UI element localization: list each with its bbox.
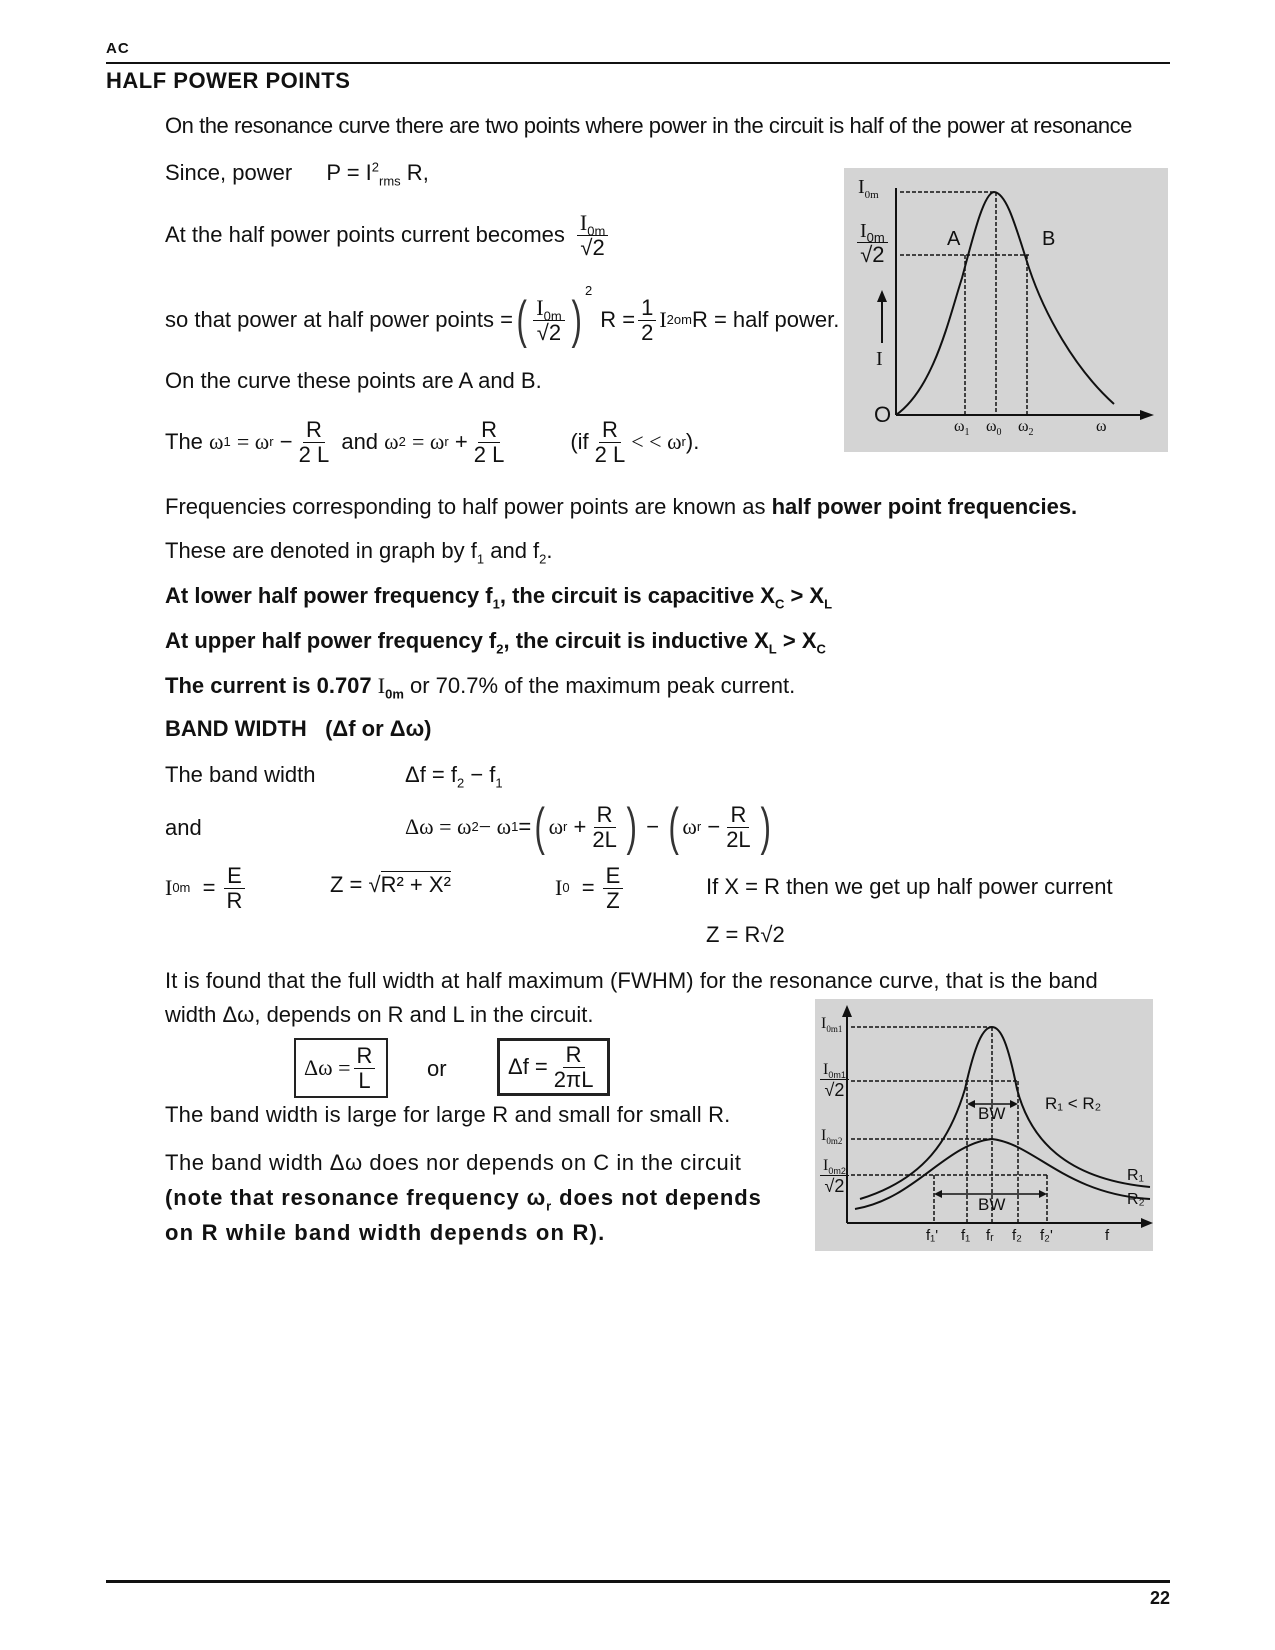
point-b-label: B bbox=[1042, 228, 1056, 250]
origin-label: O bbox=[874, 402, 892, 427]
half-power-current-line: At the half power points current becomes $\frac{I_{0m}}{√2}$ bbox=[165, 205, 611, 265]
resistance-relation-label: R₁ < R₂ bbox=[1045, 1094, 1102, 1113]
y-label-i0m2: $I_{0m2}$ bbox=[821, 1127, 843, 1147]
i0-equation: I 0 = $\frac{E}{Z}$ bbox=[555, 858, 626, 918]
impedance-equation: Z = √R² + X² bbox=[330, 872, 451, 897]
x-tick-f2-prime: f₂' bbox=[1040, 1227, 1053, 1244]
y-label-i0m: $I_{0m}$ bbox=[858, 176, 879, 201]
bandwidth-domega-equation: Δω = ω 2 − ω 1 = ( ω r + $\frac{R}{2L}$ ) − ( ω r − $\frac{R}{2L}$ ) bbox=[405, 798, 771, 856]
bandwidth-heading: BAND WIDTH (Δf or Δω) bbox=[165, 716, 432, 741]
page-title: HALF POWER POINTS bbox=[106, 68, 351, 93]
half-power-condition-note: If X = R then we get up half power current bbox=[706, 874, 1113, 899]
legend-r2: R₂ bbox=[1127, 1191, 1145, 1208]
x-axis-label: ω bbox=[1096, 418, 1107, 435]
boxed-df-formula: Δf = $\frac{R}{2\pi L}$ bbox=[497, 1038, 610, 1096]
and-label: and bbox=[165, 815, 202, 840]
omega-equations-line: The ω 1 = ω r − $\frac{R}{2 L}$ and ω 2 = ω r + $\frac{R}{2 L}$ (if $\frac{R}{2 L}$ < < ω r ). bbox=[165, 416, 700, 467]
header-rule bbox=[106, 62, 1170, 64]
y-label-i0m1-root2: $\frac{I_{0m1}}{√2}$ bbox=[820, 1061, 849, 1100]
resonance-curve-chart bbox=[844, 168, 1168, 452]
x-tick-omega0: $\omega_0$ bbox=[986, 418, 1002, 439]
lower-half-power-statement: At lower half power frequency $f_1$, the circuit is capacitive $X_C > X_L$ bbox=[165, 583, 833, 612]
resonance-note-line2: on R while band width depends on R). bbox=[165, 1220, 606, 1245]
half-power-frequencies-definition: Frequencies corresponding to half power points are known as half power point frequencies. bbox=[165, 494, 1078, 519]
bandwidth-r-dependence: The band width is large for large R and small for small R. bbox=[165, 1102, 731, 1127]
y-label-i0m1: $I_{0m1}$ bbox=[821, 1015, 843, 1035]
bandwidth-label: The band width bbox=[165, 762, 316, 787]
bw-label-r2: BW bbox=[978, 1195, 1006, 1214]
section-label: AC bbox=[106, 40, 130, 57]
x-tick-f1-prime: f₁' bbox=[926, 1227, 939, 1244]
half-power-equation-line: so that power at half power points = ( $\frac{I_{0m}}{√2}$ ) 2 R = $\frac{1}{2}$ I 2 om R = half power. bbox=[165, 283, 840, 349]
x-tick-f2: f₂ bbox=[1012, 1227, 1022, 1244]
y-label-i0m-root2: $\frac{I_{0m}}{√2}$ bbox=[857, 220, 888, 267]
boxed-domega-formula: Δω = $\frac{R}{L}$ bbox=[294, 1038, 388, 1096]
fraction-i0m-over-root2: $\frac{I_{0m}}{√2}$ bbox=[577, 211, 608, 260]
resonance-note-line1: (note that resonance frequency $\omega_r$ does not depends bbox=[165, 1185, 762, 1214]
x-tick-omega1: $\omega_1$ bbox=[954, 418, 970, 439]
x-tick-fr: fᵣ bbox=[986, 1227, 994, 1244]
upper-half-power-statement: At upper half power frequency $f_2$, the circuit is inductive $X_L > X_C$ bbox=[165, 628, 826, 657]
intro-paragraph: On the resonance curve there are two points where power in the circuit is half of the power at resonance bbox=[165, 113, 1132, 138]
or-label: or bbox=[427, 1056, 447, 1081]
x-tick-omega2: $\omega_2$ bbox=[1018, 418, 1034, 439]
resonance-curve-svg bbox=[844, 168, 1168, 452]
current-ratio-statement: The current is 0.707 $I_{0m}$ or 70.7% of the maximum peak current. bbox=[165, 673, 796, 702]
y-label-i0m2-root2: $\frac{I_{0m2}}{√2}$ bbox=[820, 1157, 849, 1196]
bandwidth-df-equation: $\Delta f = f_2 - f_1$ bbox=[405, 762, 503, 791]
fwhm-paragraph-line1: It is found that the full width at half maximum (FWHM) for the resonance curve, that is the band bbox=[165, 968, 1098, 993]
fwhm-paragraph-line2: width Δω, depends on R and L in the circuit. bbox=[165, 1002, 594, 1027]
graph-denotation-line: These are denoted in graph by $f_1$ and $f_2$. bbox=[165, 538, 553, 567]
bandwidth-comparison-chart bbox=[815, 999, 1153, 1251]
x-tick-f1: f₁ bbox=[961, 1227, 971, 1244]
power-label: Since, power bbox=[165, 160, 293, 185]
point-a-label: A bbox=[947, 228, 961, 250]
page-number: 22 bbox=[1149, 1588, 1170, 1608]
power-equation-line: Since, power $P = I^2_{rms}$ R, bbox=[165, 159, 429, 189]
legend-r1: R₁ bbox=[1127, 1167, 1144, 1184]
bw-label-r1: BW bbox=[978, 1104, 1006, 1123]
bandwidth-c-independence: The band width Δω does nor depends on C in the circuit bbox=[165, 1150, 742, 1175]
z-r-root2-equation: Z = R√2 bbox=[706, 922, 785, 947]
footer-rule bbox=[106, 1580, 1170, 1583]
curve-points-line: On the curve these points are A and B. bbox=[165, 368, 542, 393]
i0m-equation: I 0m = $\frac{E}{R}$ bbox=[165, 858, 248, 918]
y-axis-label: I bbox=[876, 348, 883, 370]
x-axis-label-f: f bbox=[1105, 1227, 1110, 1244]
